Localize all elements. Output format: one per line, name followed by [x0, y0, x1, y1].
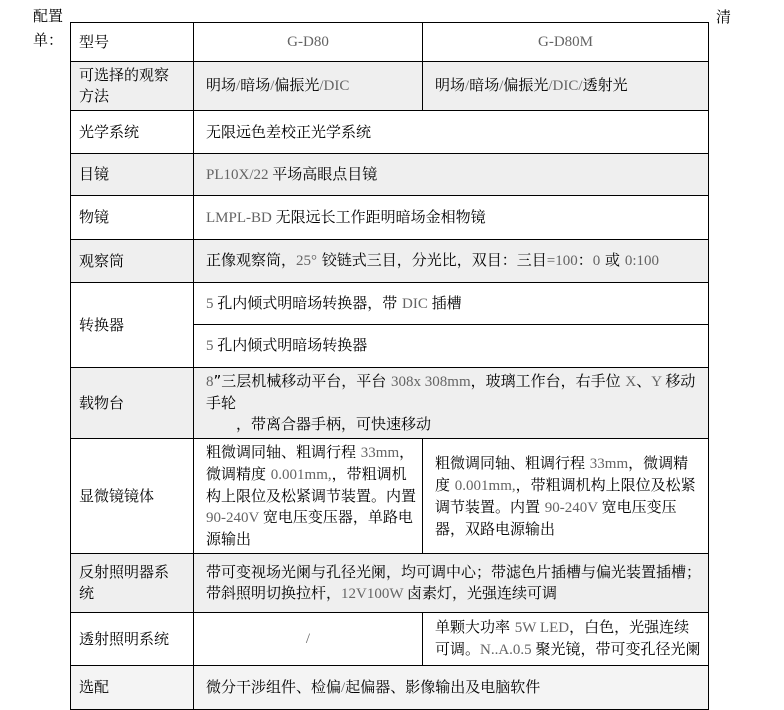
text-segment: N..A.0.5 [480, 642, 536, 658]
text-segment: 0.001mm, [270, 467, 332, 483]
text-segment: 无限远长工作距明暗场金相物镜 [275, 207, 486, 226]
text-segment: 明场 [435, 76, 466, 94]
row-model-value-gd80 [194, 23, 423, 62]
row-stage-value-line2: ，带离合器手柄，可快速移动 [236, 415, 432, 433]
text-segment: X [625, 374, 637, 390]
text-segment: 5W LED [514, 620, 570, 636]
text-segment: 带可变视场光阑与孔径光阑，均可调中心；带滤色片插槽与偏光装置插槽；带斜照明切换拉杆， [206, 562, 702, 602]
text-segment: G-D80 [287, 34, 329, 50]
row-eyepiece-value [194, 154, 709, 196]
text-segment: 暗场 [469, 76, 500, 94]
text-segment: 铰链式三目，分光比，双目：三目 [317, 251, 547, 269]
text-segment: 0:100 [624, 253, 659, 269]
row-observation-methods [71, 62, 709, 111]
text-segment: 33mm [589, 455, 629, 472]
config-list-label [33, 4, 63, 52]
text-segment: LMPL-BD [206, 209, 276, 226]
text-segment: 插槽 [431, 293, 462, 312]
text-segment: =100 [546, 253, 578, 269]
row-objective-value [194, 196, 709, 240]
row-optical-system [71, 111, 709, 154]
row-observation-value-gd80 [194, 62, 423, 111]
text-segment: ，带粗调机构上限位及松紧调节装置。内置 [435, 475, 696, 516]
text-segment: /DIC [319, 78, 350, 94]
row-optional-accessories [71, 666, 709, 710]
row-model-label: 型号 [71, 23, 194, 62]
row-nosepiece-1 [71, 283, 709, 325]
row-observation-label: 可选择的观察方法 [71, 62, 194, 111]
text-segment: ，白色，光强连续可调。 [435, 618, 690, 658]
row-objective [71, 196, 709, 240]
text-segment: 5 [206, 338, 218, 354]
text-segment: / [236, 78, 241, 94]
row-transmitted-label: 透射照明系统 [71, 613, 194, 666]
row-body-value-gd80m [423, 439, 709, 554]
text-segment: 暗场 [240, 76, 271, 94]
text-segment: 、 [636, 372, 652, 390]
text-segment: 宽电压变压器，双路电源输出 [435, 497, 677, 538]
spec-table [70, 22, 709, 710]
text-segment: DIC [402, 295, 432, 312]
row-observation-tube [71, 240, 709, 283]
text-segment: ，微调精度 [435, 453, 689, 494]
text-segment: ，微调精度 [206, 443, 415, 483]
text-segment: /DIC/ [548, 78, 583, 94]
row-transmitted-illumination [71, 613, 709, 666]
text-segment: 明场 [206, 76, 237, 94]
text-segment: 移动手轮 [206, 372, 696, 412]
row-body-label: 显微镜镜体 [71, 439, 194, 554]
config-list-label-line1: 配置 [33, 7, 64, 25]
text-segment: G-D80M [538, 34, 593, 50]
top-right-text: 清 [716, 8, 732, 26]
row-reflected-label: 反射照明器系统 [71, 554, 194, 613]
text-segment: 偏振光 [503, 76, 549, 94]
row-objective-label: 物镜 [71, 196, 194, 240]
text-segment: 0 [592, 253, 601, 269]
text-segment: 粗微调同轴、粗调行程 [206, 443, 361, 461]
row-body-value-gd80 [194, 439, 423, 554]
row-reflected-value [194, 554, 709, 613]
text-segment: ，带粗调机构上限位及松紧调节装置。内置 [206, 465, 417, 505]
text-segment: / [465, 78, 470, 94]
text-segment: PL10X/22 [206, 166, 273, 183]
text-segment: 起偏器、影像输出及电脑软件 [345, 677, 541, 696]
row-tube-value [194, 240, 709, 283]
row-nosepiece-label: 转换器 [71, 283, 194, 368]
text-segment: 孔内倾式明暗场转换器，带 [217, 293, 403, 312]
text-segment: / [341, 679, 346, 696]
text-segment: / [305, 631, 311, 647]
text-segment: 宽电压变压器，单路电源输出 [206, 508, 413, 548]
row-nosepiece-value-2 [194, 325, 709, 368]
row-reflected-illuminator [71, 554, 709, 613]
text-segment: ，玻璃工作台，右手位 [470, 372, 626, 390]
text-segment: 无限远色差校正光学系统 [206, 122, 372, 141]
text-segment: 单颗大功率 [435, 618, 515, 636]
text-segment: 90-240V [544, 499, 602, 516]
row-nosepiece-value-1 [194, 283, 709, 325]
text-segment: 粗微调同轴、粗调行程 [435, 453, 590, 472]
row-optional-value [194, 666, 709, 710]
row-eyepiece [71, 154, 709, 196]
row-microscope-body [71, 439, 709, 554]
text-segment: 平场高眼点目镜 [272, 164, 378, 183]
text-segment: ”三层机械移动平台，平台 [213, 372, 392, 390]
row-optical-label: 光学系统 [71, 111, 194, 154]
row-transmitted-value-gd80 [194, 613, 423, 666]
row-optional-label: 选配 [71, 666, 194, 710]
config-list-label-line2: 单： [33, 31, 64, 49]
row-optical-value [194, 111, 709, 154]
text-segment: ： [577, 251, 593, 269]
text-segment: 5 [206, 295, 218, 312]
text-segment: 12V100W [341, 585, 407, 602]
text-segment: 308x 308mm [391, 374, 471, 390]
text-segment: 透射光 [582, 76, 628, 94]
row-stage-label: 载物台 [71, 368, 194, 439]
text-segment: Y [651, 374, 666, 390]
text-segment: 孔内倾式明暗场转换器 [217, 336, 368, 354]
text-segment: 33mm [360, 445, 400, 461]
text-segment: / [499, 78, 504, 94]
row-stage-value [194, 368, 709, 439]
row-eyepiece-label: 目镜 [71, 154, 194, 196]
text-segment: 偏振光 [274, 76, 320, 94]
text-segment: 或 [600, 251, 625, 269]
text-segment: 8 [206, 374, 214, 390]
text-segment: 0.001mm, [454, 477, 516, 494]
row-tube-label: 观察筒 [71, 240, 194, 283]
row-model [71, 23, 709, 62]
row-stage-value-line1 [206, 371, 702, 414]
text-segment: 卤素灯，光强连续可调 [407, 583, 558, 602]
text-segment: 90-240V [206, 510, 263, 526]
row-stage [71, 368, 709, 439]
text-segment: 微分干涉组件、检偏 [206, 677, 342, 696]
row-transmitted-value-gd80m [423, 613, 709, 666]
text-segment: 聚光镜，带可变孔径光阑 [535, 640, 701, 658]
text-segment: / [270, 78, 275, 94]
row-model-value-gd80m [423, 23, 709, 62]
text-segment: 正像观察筒， [206, 251, 297, 269]
text-segment: 25° [296, 253, 318, 269]
row-observation-value-gd80m [423, 62, 709, 111]
